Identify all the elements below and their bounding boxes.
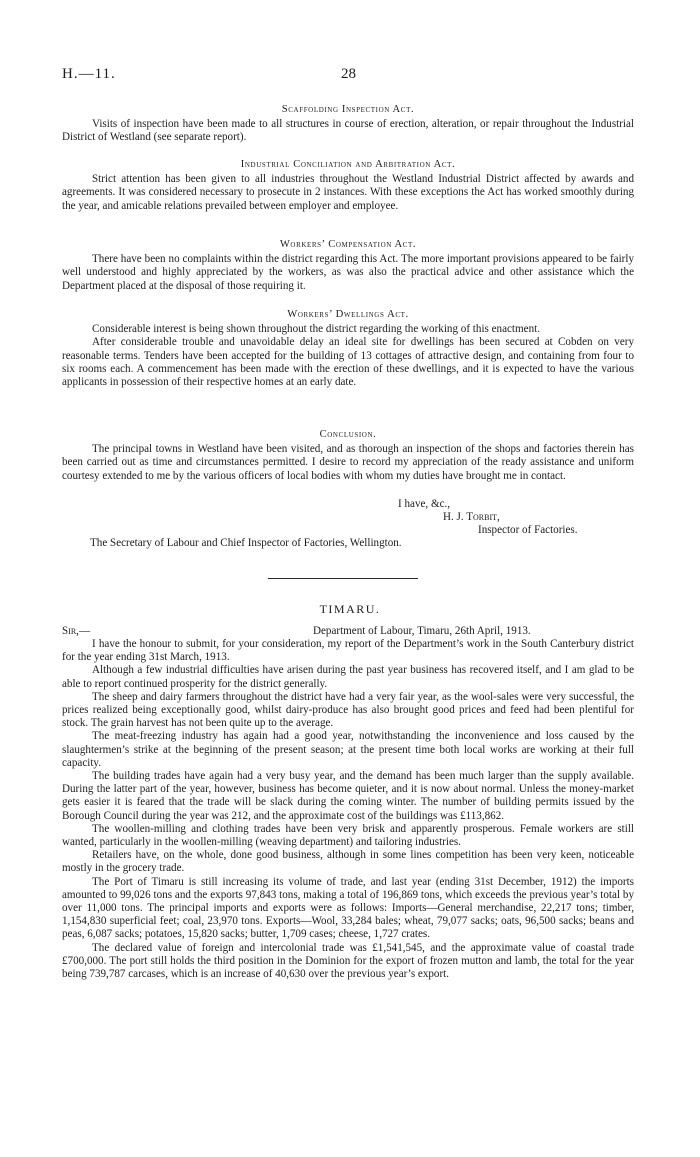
paragraph: I have the honour to submit, for your consideration, my report of the Department’s work in the South Canterbury district for the year ending 31st March, 1913. <box>62 638 634 664</box>
compensation-section <box>62 238 634 293</box>
dwellings-section <box>62 308 634 389</box>
paragraph: Strict attention has been given to all industries throughout the Westland Industrial District affected by awards and agreements. It was considered necessary to prosecute in 2 instances. With these exceptions the Act has worked smoothly during the year, and amicable relations prevailed between employer and employee. <box>62 173 634 212</box>
paragraph: The woollen-milling and clothing trades have been very brisk and apparently prosperous. Female workers are still wanted, particularly in the woollen-milling (weaving department) and tailoring industries. <box>62 822 634 849</box>
page-reference: H.—11. <box>62 66 116 82</box>
addressee: The Secretary of Labour and Chief Inspector of Factories, Wellington. <box>90 537 402 549</box>
paragraph: Considerable interest is being shown throughout the district regarding the working of this enactment. <box>92 323 540 336</box>
paragraph: Visits of inspection have been made to all structures in course of erection, alteration, or repair throughout the Industrial District of Westland (see separate report). <box>62 118 634 144</box>
timaru-report-body <box>62 638 634 981</box>
paragraph: The principal towns in Westland have been visited, and as thorough an inspection of the shops and factories therein has been carried out as time and circumstances permitted. I desire to record my appreciation of the ready assistance and uniform courtesy extended to me by the various officers of local bodies with whom my duties have brought me in contact. <box>62 443 634 482</box>
closing: I have, &c., <box>398 498 451 510</box>
paragraph: The Port of Timaru is still increasing its volume of trade, and last year (ending 31st December, 1912) the imports amounted to 99,026 tons and the exports 97,843 tons, making a total of 196,869 tons, which exceeds the previous year’s total by over 11,000 tons. The principal imports and exports were as follows: Imports—General merchandise, 22,217 tons; timber, 1,154,830 superficial feet; coal, 23,970 tons. Exports—Wool, 33,284 bales; wheat, 79,077 sacks; oats, 96,500 sacks; beans and peas, 6,087 sacks; potatoes, 15,820 sacks; butter, 1,709 cases; cheese, 1,727 crates. <box>62 875 634 941</box>
page-number: 28 <box>341 66 356 82</box>
conciliation-section <box>62 158 634 213</box>
salutation: Sir,— <box>62 625 91 637</box>
paragraph: The sheep and dairy farmers throughout the district have had a very fair year, as the wool-sales were very successful, the prices realized being exceptionally good, whilst dairy-produce has also brought good prices and feed had been plentiful for stock. The grain harvest has not been quite up to the average. <box>62 690 634 730</box>
paragraph: The meat-freezing industry has again had a good year, notwithstanding the inconvenience and loss caused by the slaughtermen’s strike at the beginning of the present season; at the present time both local works are working at their full capacity. <box>62 730 634 769</box>
scaffolding-section <box>62 103 634 145</box>
report-heading: TIMARU. <box>319 602 381 616</box>
section-title: Workers’ Dwellings Act. <box>287 309 409 320</box>
paragraph: There have been no complaints within the district regarding this Act. The more important provisions appeared to be fairly well understood and highly appreciated by the workers, as was also the practical advice and other assistance which the Department placed at the disposal of those requiring it. <box>62 253 634 292</box>
paragraph: After considerable trouble and unavoidable delay an ideal site for dwellings has been secured at Cobden on very reasonable terms. Tenders have been accepted for the building of 13 cottages of attractive design, and containing from four to six rooms each. A commencement has been made with the erection of these dwellings, and it is expected to have the various applicants in possession of their respective homes at an early date. <box>62 336 634 389</box>
conclusion-section <box>62 428 634 483</box>
paragraph: Retailers have, on the whole, done good business, although in some lines competition has been very keen, noticeable mostly in the grocery trade. <box>62 849 634 875</box>
paragraph: The declared value of foreign and intercolonial trade was £1,541,545, and the approximate value of coastal trade £700,000. The port still holds the third position in the Dominion for the export of frozen mutton and lamb, the total for the year being 739,787 carcases, which is an increase of 40,630 over the previous year’s export. <box>62 941 634 981</box>
section-divider <box>268 578 418 579</box>
paragraph: The building trades have again had a very busy year, and the demand has been much larger than the supply available. During the latter part of the year, however, business has become quieter, and it is now about normal. Unless the money-market gets easier it is feared that the trade will be slack during the coming winter. The number of building permits issued by the Borough Council during the year was 212, and the approximate cost of the buildings was £113,862. <box>62 770 634 822</box>
signatory-title: Inspector of Factories. <box>478 524 578 536</box>
signatory-name: H. J. Torbit, <box>443 511 500 523</box>
section-title: Industrial Conciliation and Arbitration Act. <box>240 159 456 170</box>
paragraph: Although a few industrial difficulties have arisen during the past year business has recovered itself, and I am glad to be able to report continued prosperity for the district generally. <box>62 664 634 690</box>
section-title: Conclusion. <box>319 429 377 440</box>
letter-address: Department of Labour, Timaru, 26th April, 1913. <box>313 625 531 637</box>
section-title: Workers’ Compensation Act. <box>279 239 417 250</box>
section-title: Scaffolding Inspection Act. <box>281 104 415 115</box>
